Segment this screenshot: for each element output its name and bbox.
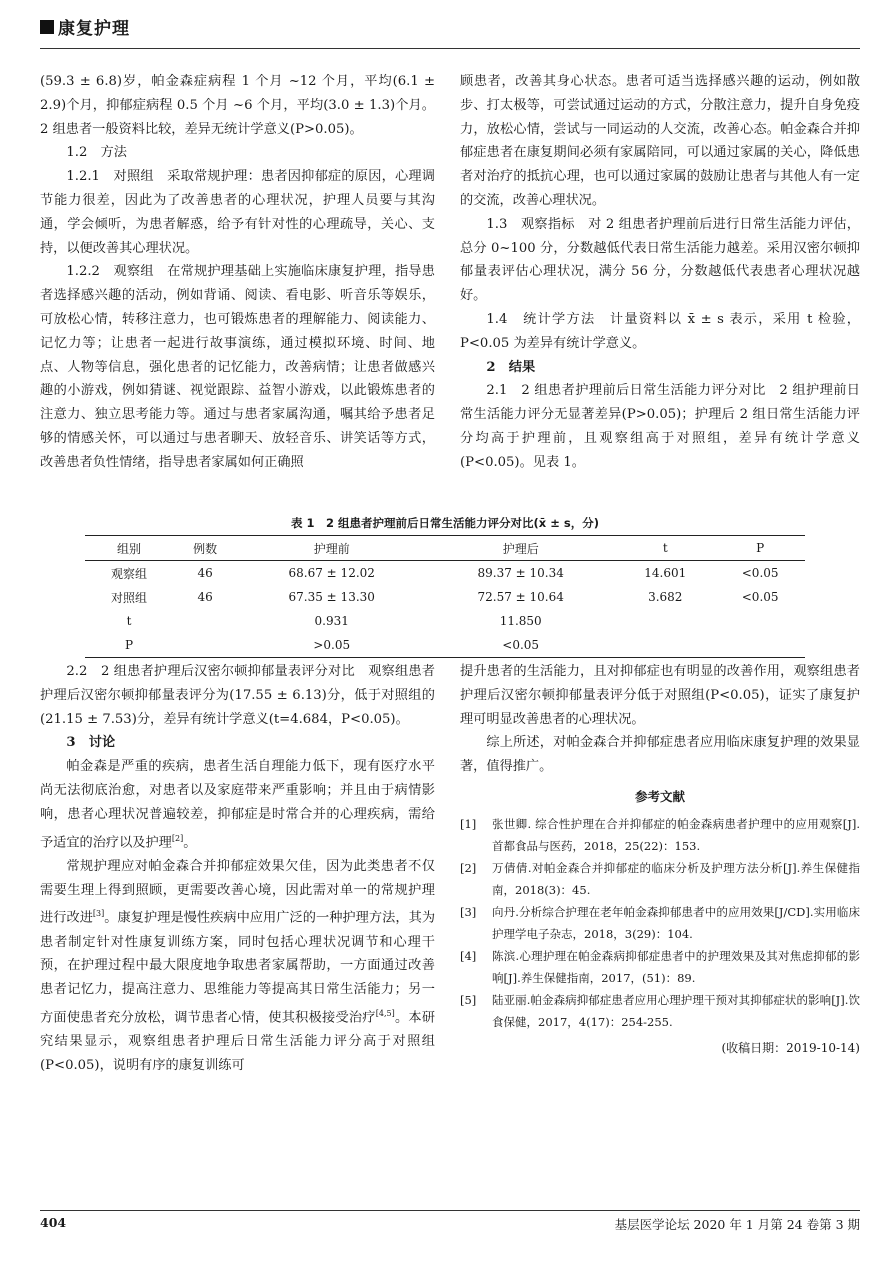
table-cell: 11.850 (499, 614, 542, 628)
table-cell: >0.05 (313, 638, 351, 652)
received-date: (收稿日期：2019-10-14) (721, 1040, 860, 1055)
table-cell: <0.05 (741, 590, 779, 604)
conclusion-paragraphs (460, 660, 860, 779)
table-cell: 观察组 (111, 566, 148, 581)
paragraph: 2.2 2 组患者护理后汉密尔顿抑郁量表评分对比 观察组患者护理后汉密尔顿抑郁量表评分为(17.55 ± 6.13)分，低于对照组的(21.15 ± 7.53)分，差异有统计学意义(t=4.684，P<0.05)。 (40, 664, 435, 727)
table-cell: P (125, 638, 134, 652)
section-title: 康复护理 (58, 19, 130, 39)
table-cell: 3.682 (648, 590, 683, 604)
table-cell (615, 633, 715, 658)
reference-text: 陈滨.心理护理在帕金森病抑郁症患者中的护理效果及其对焦虑抑郁的影响[J].养生保健指南，2017，(51)：89. (492, 948, 860, 985)
table-cell: 46 (197, 566, 213, 580)
table-cell: <0.05 (502, 638, 540, 652)
table-header-cell: P (756, 541, 765, 555)
table-header-cell: 例数 (193, 541, 218, 556)
reference-number: [1] (460, 816, 477, 831)
table-row (85, 585, 805, 609)
journal-info: 基层医学论坛 2020 年 1 月第 24 卷第 3 期 (614, 1217, 860, 1232)
table-row (85, 609, 805, 633)
paragraph: 1.2 方法 (66, 145, 127, 161)
left-column-top (40, 70, 435, 475)
table-cell: 67.35 ± 13.30 (288, 590, 375, 604)
table-cell: 14.601 (644, 566, 687, 580)
reference-number: [2] (460, 860, 477, 875)
table-cell (615, 609, 715, 633)
table-header-cell: 组别 (117, 541, 142, 556)
table-cell (715, 609, 805, 633)
paragraph: 提升患者的生活能力，且对抑郁症也有明显的改善作用，观察组患者护理后汉密尔顿抑郁量表评分低于对照组(P<0.05)，证实了康复护理可明显改善患者的心理状况。 (460, 664, 860, 727)
table-cell: 72.57 ± 10.64 (477, 590, 564, 604)
table-cell: 对照组 (111, 590, 148, 605)
table-row (85, 633, 805, 658)
header-square-icon (40, 20, 54, 34)
page-footer (40, 1210, 860, 1232)
table-cell: 89.37 ± 10.34 (477, 566, 564, 580)
right-column-bottom (460, 660, 860, 1059)
paragraph: 顾患者，改善其身心状态。患者可适当选择感兴趣的运动，例如散步、打太极等，可尝试通过运动的方式，分散注意力，提升自身免疫力，放松心情，尝试与一同运动的人交流，改善心态。帕金森合并抑郁症患者在康复期间必须有家属陪同，可以通过家属的关心，降低患者对治疗的抵抗心理，也可以通过家属的鼓励让患者与其他人有一定的交流，改善心理状况。 (460, 74, 860, 208)
reference-text: 万倩倩.对帕金森合并抑郁症的临床分析及护理方法分析[J].养生保健指南，2018(3)：45. (492, 860, 860, 897)
table-cell: 68.67 ± 12.02 (288, 566, 375, 580)
table-body (85, 561, 805, 658)
table-header-row (85, 536, 805, 561)
reference-item (460, 945, 860, 989)
section-heading: 2 结果 (486, 359, 536, 375)
page-header (40, 14, 860, 49)
table-cell (173, 609, 237, 633)
references-title: 参考文献 (634, 788, 685, 804)
table-header-cell: 护理前 (313, 541, 350, 556)
paragraph: 1.3 观察指标 对 2 组患者护理前后进行日常生活能力评估，总分 0~100 分，分数越低代表日常生活能力越差。采用汉密尔顿抑郁量表评估心理状况，满分 56 分，分数越低代表患者心理状况越好。 (460, 216, 860, 304)
section-heading: 3 讨论 (66, 735, 116, 751)
reference-item (460, 813, 860, 857)
paragraph: 1.4 统计学方法 计量资料以 x̄ ± s 表示，采用 t 检验，P<0.05 为差异有统计学意义。 (460, 311, 860, 351)
table-1 (85, 515, 805, 658)
paragraph: (59.3 ± 6.8)岁，帕金森症病程 1 个月 ~12 个月，平均(6.1 ± 2.9)个月，抑郁症病程 0.5 个月 ~6 个月，平均(3.0 ± 1.3)个月。2 组患者一般资料比较，差异无统计学意义(P>0.05)。 (40, 74, 435, 137)
reference-list (460, 813, 860, 1033)
reference-text: 陆亚丽.帕金森病抑郁症患者应用心理护理干预对其抑郁症状的影响[J].饮食保健，2017，4(17)：254-255. (492, 992, 860, 1029)
right-column-top (460, 70, 860, 475)
table-header-cell: 护理后 (502, 541, 539, 556)
paragraph: 1.2.2 观察组 在常规护理基础上实施临床康复护理，指导患者选择感兴趣的活动，例如背诵、阅读、看电影、听音乐等娱乐，可放松心情，转移注意力，也可锻炼患者的理解能力、阅读能力、记忆力等；让患者一起进行故事演练，通过模拟环境、时间、地点、人物等信息，强化患者的记忆能力，改善病情；让患者做感兴趣的小游戏，例如猜谜、视觉跟踪、益智小游戏，以此锻炼患者的注意力、独立思考能力等。通过与患者家属沟通，嘱其给予患者足够的情感关怀，可以通过与患者聊天、放轻音乐、讲笑话等方式，改善患者负性情绪，指导患者家属如何正确照 (40, 264, 435, 470)
reference-text: 向丹.分析综合护理在老年帕金森抑郁患者中的应用效果[J/CD].实用临床护理学电子杂志，2018，3(29)：104. (492, 904, 860, 941)
reference-item (460, 901, 860, 945)
reference-text: 张世卿. 综合性护理在合并抑郁症的帕金森病患者护理中的应用观察[J].首都食品与医药，2018，25(22)：153. (492, 816, 860, 853)
data-table (85, 535, 805, 658)
paragraph: 综上所述，对帕金森合并抑郁症患者应用临床康复护理的效果显著，值得推广。 (460, 735, 860, 775)
table-caption: 表 1 2 组患者护理前后日常生活能力评分对比(x̄ ± s，分) (291, 516, 599, 530)
table-cell (715, 633, 805, 658)
page-number: 404 (40, 1215, 67, 1230)
table-header-cell: t (662, 541, 668, 555)
reference-number: [4] (460, 948, 477, 963)
reference-item (460, 857, 860, 901)
table-cell: 0.931 (314, 614, 349, 628)
reference-number: [3] (460, 904, 477, 919)
table-cell (173, 633, 237, 658)
paragraph: 常规护理应对帕金森合并抑郁症效果欠佳，因为此类患者不仅需要生理上得到照顾，更需要改善心境，因此需对单一的常规护理进行改进[3]。康复护理是慢性疾病中应用广泛的一种护理方法，其为患者制定针对性康复训练方案，同时包括心理状况调节和心理干预，在护理过程中最大限度地争取患者家属帮助，一方面通过改善患者记忆力，提高注意力、思维能力等提高其日常生活能力；另一方面使患者充分放松，调节患者心情，使其积极接受治疗[4,5]。本研究结果显示，观察组患者护理后日常生活能力评分高于对照组(P<0.05)，说明有序的康复训练可 (40, 858, 436, 1073)
reference-number: [5] (460, 992, 477, 1007)
left-column-bottom (40, 660, 435, 1078)
table-cell: <0.05 (741, 566, 779, 580)
paragraph: 2.1 2 组患者护理前后日常生活能力评分对比 2 组护理前日常生活能力评分无显著差异(P>0.05)；护理后 2 组日常生活能力评分均高于护理前，且观察组高于对照组，差异有统计学意义(P<0.05)。见表 1。 (460, 383, 860, 470)
table-cell: 46 (197, 590, 213, 604)
table-cell: t (126, 614, 132, 628)
paragraph: 1.2.1 对照组 采取常规护理：患者因抑郁症的原因，心理调节能力很差，因此为了改善患者的心理状况，护理人员要与其沟通，学会倾听，为患者解惑，给予有针对性的心理疏导，关心、支持，以便改善其心理状况。 (40, 169, 435, 256)
table-row (85, 561, 805, 586)
reference-item (460, 989, 860, 1033)
paragraph: 帕金森是严重的疾病，患者生活自理能力低下，现有医疗水平尚无法彻底治愈，对患者以及家庭带来严重影响；并且由于病情影响，患者心理状况普遍较差，抑郁症是时常合并的心理疾病，需给予适宜的治疗以及护理[2]。 (40, 759, 435, 850)
